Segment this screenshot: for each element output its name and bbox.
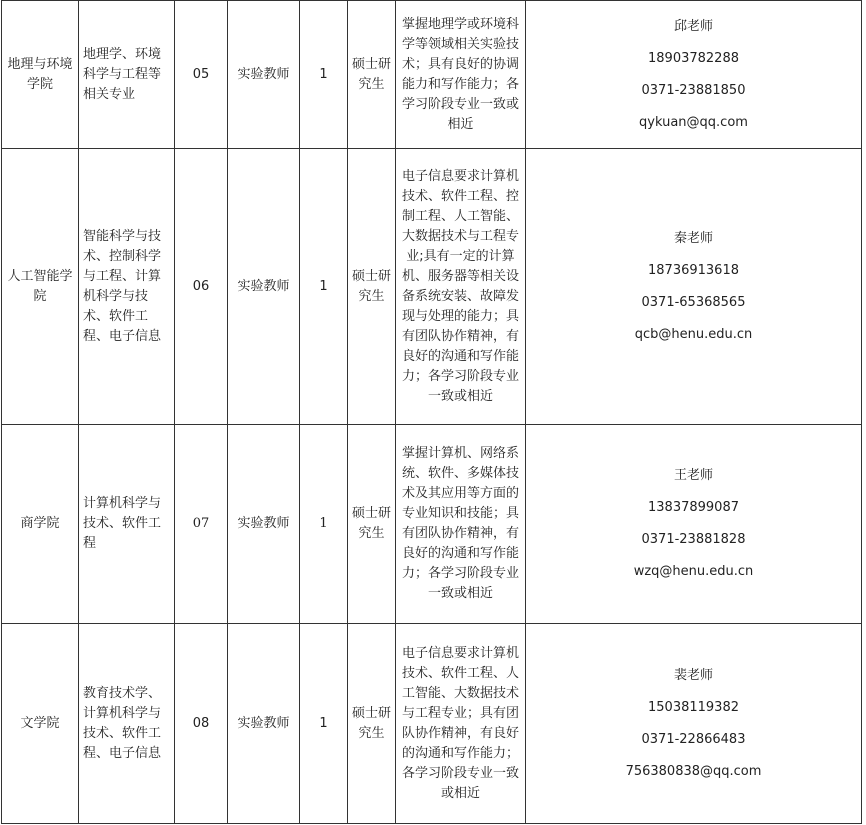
contact-phone: 0371-23881828 — [641, 532, 746, 547]
degree-cell: 硕士研究生 — [348, 149, 396, 425]
headcount-cell: 1 — [300, 425, 348, 624]
contact-phone: 0371-22866483 — [641, 731, 746, 747]
requirements-cell: 掌握计算机、网络系统、软件、多媒体技术及其应用等方面的专业知识和技能；具有团队协作精神，有良好的沟通和写作能力；各学习阶段专业一致或相近 — [396, 425, 526, 624]
table-row — [2, 624, 862, 824]
post-name-cell: 实验教师 — [228, 149, 300, 425]
college-cell: 人工智能学院 — [2, 149, 79, 425]
contact-mobile: 18903782288 — [648, 50, 739, 66]
contact-cell — [526, 425, 862, 624]
major-cell: 地理学、环境科学与工程等相关专业 — [79, 1, 175, 149]
contact-name: 邱老师 — [673, 18, 713, 34]
contact-phone: 0371-23881850 — [641, 82, 746, 98]
requirements-cell: 电子信息要求计算机技术、软件工程、人工智能、大数据技术与工程专业；具有团队协作精神，有良好的沟通和写作能力；各学习阶段专业一致或相近 — [396, 624, 526, 824]
contact-cell — [526, 1, 862, 149]
post-code-cell: 07 — [175, 425, 228, 624]
major-cell: 智能科学与技术、控制科学与工程、计算机科学与技术、软件工程、电子信息 — [79, 149, 175, 425]
contact-phone: 0371-65368565 — [641, 294, 746, 310]
contact-name: 裴老师 — [673, 667, 713, 683]
table-row — [2, 149, 862, 425]
table-row — [2, 425, 862, 624]
contact-email: 756380838@qq.com — [625, 763, 762, 779]
post-code-cell: 08 — [175, 624, 228, 824]
contact-email: qcb@henu.edu.cn — [634, 326, 753, 342]
college-cell: 商学院 — [2, 425, 79, 624]
degree-cell: 硕士研究生 — [348, 425, 396, 624]
major-cell: 计算机科学与技术、软件工程 — [79, 425, 175, 624]
contact-cell — [526, 624, 862, 824]
requirements-cell: 掌握地理学或环境科学等领域相关实验技术；具有良好的协调能力和写作能力；各学习阶段专业一致或相近 — [396, 1, 526, 149]
post-code-cell: 05 — [175, 1, 228, 149]
contact-mobile: 15038119382 — [648, 699, 739, 715]
contact-cell — [526, 149, 862, 425]
degree-cell: 硕士研究生 — [348, 624, 396, 824]
contact-email: qykuan@qq.com — [639, 114, 748, 130]
contact-mobile: 18736913618 — [648, 262, 739, 278]
table-row — [2, 1, 862, 149]
major-cell: 教育技术学、计算机科学与技术、软件工程、电子信息 — [79, 624, 175, 824]
contact-email: wzq@henu.edu.cn — [633, 564, 754, 579]
degree-cell: 硕士研究生 — [348, 1, 396, 149]
contact-name: 秦老师 — [673, 230, 713, 246]
contact-mobile: 13837899087 — [648, 500, 739, 515]
requirements-cell: 电子信息要求计算机技术、软件工程、控制工程、人工智能、大数据技术与工程专业;具有一定的计算机、服务器等相关设备系统安装、故障发现与处理的能力；具有团队协作精神，有良好的沟通和写作能力；各学习阶段专业一致或相近 — [396, 149, 526, 425]
college-cell: 文学院 — [2, 624, 79, 824]
headcount-cell: 1 — [300, 149, 348, 425]
post-code-cell: 06 — [175, 149, 228, 425]
post-name-cell: 实验教师 — [228, 1, 300, 149]
post-name-cell: 实验教师 — [228, 624, 300, 824]
contact-name: 王老师 — [673, 468, 713, 483]
headcount-cell: 1 — [300, 1, 348, 149]
college-cell: 地理与环境学院 — [2, 1, 79, 149]
post-name-cell: 实验教师 — [228, 425, 300, 624]
headcount-cell: 1 — [300, 624, 348, 824]
recruitment-table — [1, 0, 862, 824]
